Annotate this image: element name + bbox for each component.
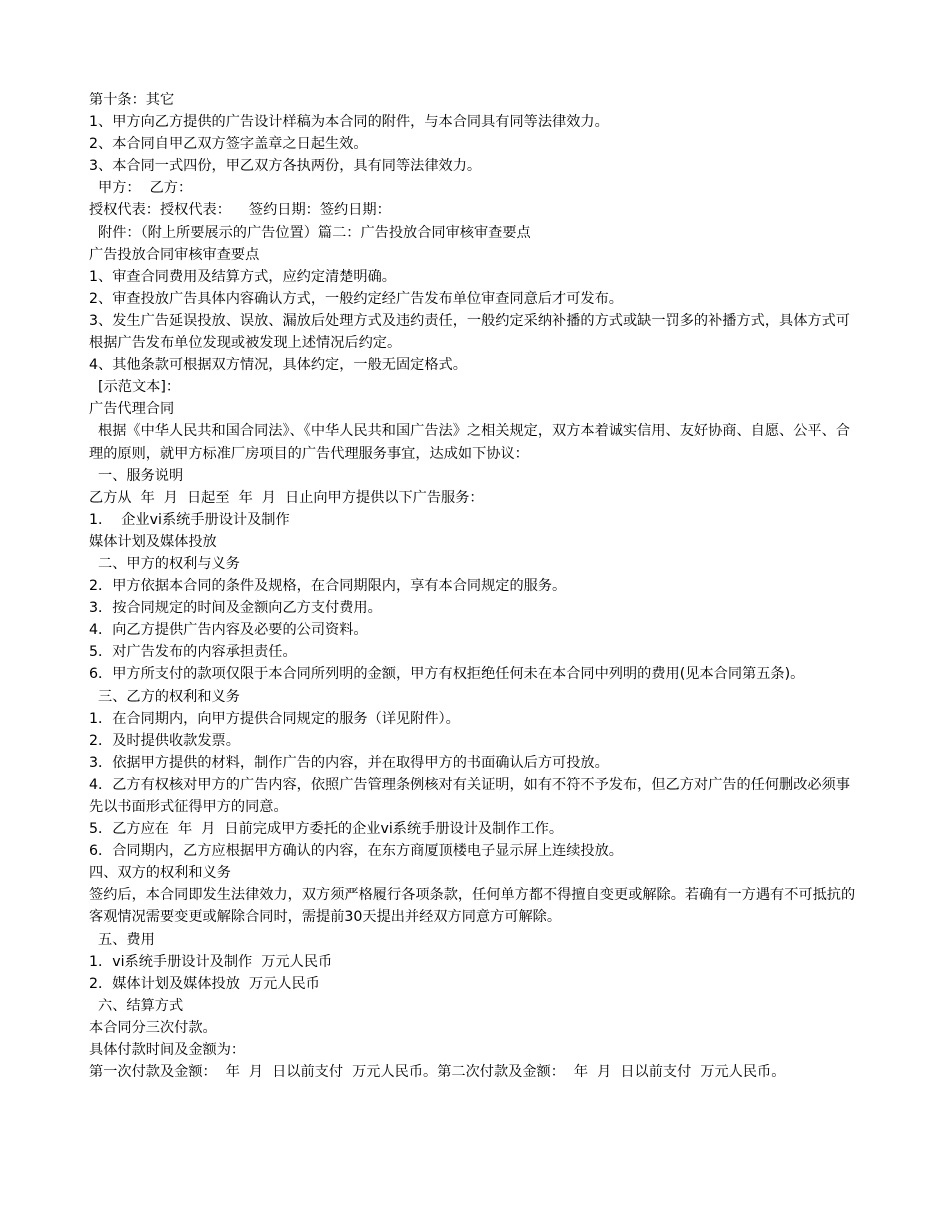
document-body (89, 89, 861, 1083)
text-line: 2．及时提供收款发票。 (89, 732, 240, 749)
text-line: 1、甲方向乙方提供的广告设计样稿为本合同的附件，与本合同具有同等法律效力。 (89, 114, 609, 131)
text-line: 广告投放合同审核审查要点 (89, 246, 260, 263)
text-line: 1．vi系统手册设计及制作 万元人民币 (89, 953, 333, 970)
text-line: 第一次付款及金额： 年 月 日以前支付 万元人民币。第二次付款及金额： 年 月 日以前支付 万元人民币。 (89, 1064, 786, 1081)
text-line: [示范文本]： (89, 379, 181, 396)
text-line: 本合同分三次付款。 (89, 1019, 217, 1036)
text-line: 6．甲方所支付的款项仅限于本合同所列明的金额，甲方有权拒绝任何未在本合同中列明的费用(见本合同第五条)。 (89, 666, 805, 683)
text-line: 附件：（附上所要展示的广告位置）篇二：广告投放合同审核审查要点 (89, 224, 531, 241)
text-line: 三、乙方的权利和义务 (89, 688, 240, 705)
text-line: 6．合同期内，乙方应根据甲方确认的内容，在东方商厦顶楼电子显示屏上连续投放。 (89, 843, 623, 860)
text-line: 3．依据甲方提供的材料，制作广告的内容，并在取得甲方的书面确认后方可投放。 (89, 754, 609, 771)
text-line: 5．乙方应在 年 月 日前完成甲方委托的企业vi系统手册设计及制作工作。 (89, 821, 564, 838)
text-line: 广告代理合同 (89, 401, 175, 418)
text-line: 4、其他条款可根据双方情况，具体约定，一般无固定格式。 (89, 357, 467, 374)
text-line: 甲方： 乙方： (89, 180, 193, 197)
text-line: 授权代表：授权代表： 签约日期：签约日期： (89, 202, 391, 219)
text-line: 乙方从 年 月 日起至 年 月 日止向甲方提供以下广告服务： (89, 489, 484, 506)
text-line: 3、本合同一式四份，甲乙双方各执两份，具有同等法律效力。 (89, 158, 482, 175)
text-line: 二、甲方的权利与义务 (89, 555, 240, 572)
text-line: 3、发生广告延误投放、误放、漏放后处理方式及违约责任，一般约定采纳补播的方式或缺一罚多的补播方式，具体方式可根据广告发布单位发现或被发现上述情况后约定。 (89, 312, 850, 352)
text-line: 1、审查合同费用及结算方式，应约定清楚明确。 (89, 268, 396, 285)
text-line: 2、审查投放广告具体内容确认方式，一般约定经广告发布单位审查同意后才可发布。 (89, 290, 623, 307)
text-line: 2、本合同自甲乙双方签字盖章之日起生效。 (89, 136, 368, 153)
text-line: 六、结算方式 (89, 997, 184, 1014)
text-line: 五、费用 (89, 931, 155, 948)
text-line: 3．按合同规定的时间及金额向乙方支付费用。 (89, 600, 382, 617)
text-line: 签约后，本合同即发生法律效力，双方须严格履行各项条款，任何单方都不得擅自变更或解除。若确有一方遇有不可抵抗的客观情况需要变更或解除合同时，需提前30天提出并经双方同意方可解除。 (89, 887, 856, 926)
text-line: 根据《中华人民共和国合同法》、《中华人民共和国广告法》之相关规定，双方本着诚实信用、友好协商、自愿、公平、合理的原则，就甲方标准厂房项目的广告代理服务事宜，达成如下协议： (89, 423, 850, 462)
text-line: 1．在合同期内，向甲方提供合同规定的服务（详见附件）。 (89, 710, 460, 727)
text-line: 2．媒体计划及媒体投放 万元人民币 (89, 975, 320, 992)
text-line: 第十条：其它 (89, 92, 175, 108)
text-line: 4．乙方有权核对甲方的广告内容，依照广告管理条例核对有关证明，如有不符不予发布，但乙方对广告的任何删改必须事先以书面形式征得甲方的同意。 (89, 776, 850, 815)
text-line: 2．甲方依据本合同的条件及规格，在合同期限内，享有本合同规定的服务。 (89, 578, 567, 595)
text-line: 5．对广告发布的内容承担责任。 (89, 644, 297, 661)
text-line: 具体付款时间及金额为： (89, 1042, 246, 1059)
text-line: 媒体计划及媒体投放 (89, 533, 217, 550)
text-line: 一、服务说明 (89, 467, 184, 484)
text-line: 四、双方的权利和义务 (89, 865, 231, 882)
text-line: 1． 企业vi系统手册设计及制作 (89, 511, 290, 528)
text-line: 4．向乙方提供广告内容及必要的公司资料。 (89, 622, 368, 639)
